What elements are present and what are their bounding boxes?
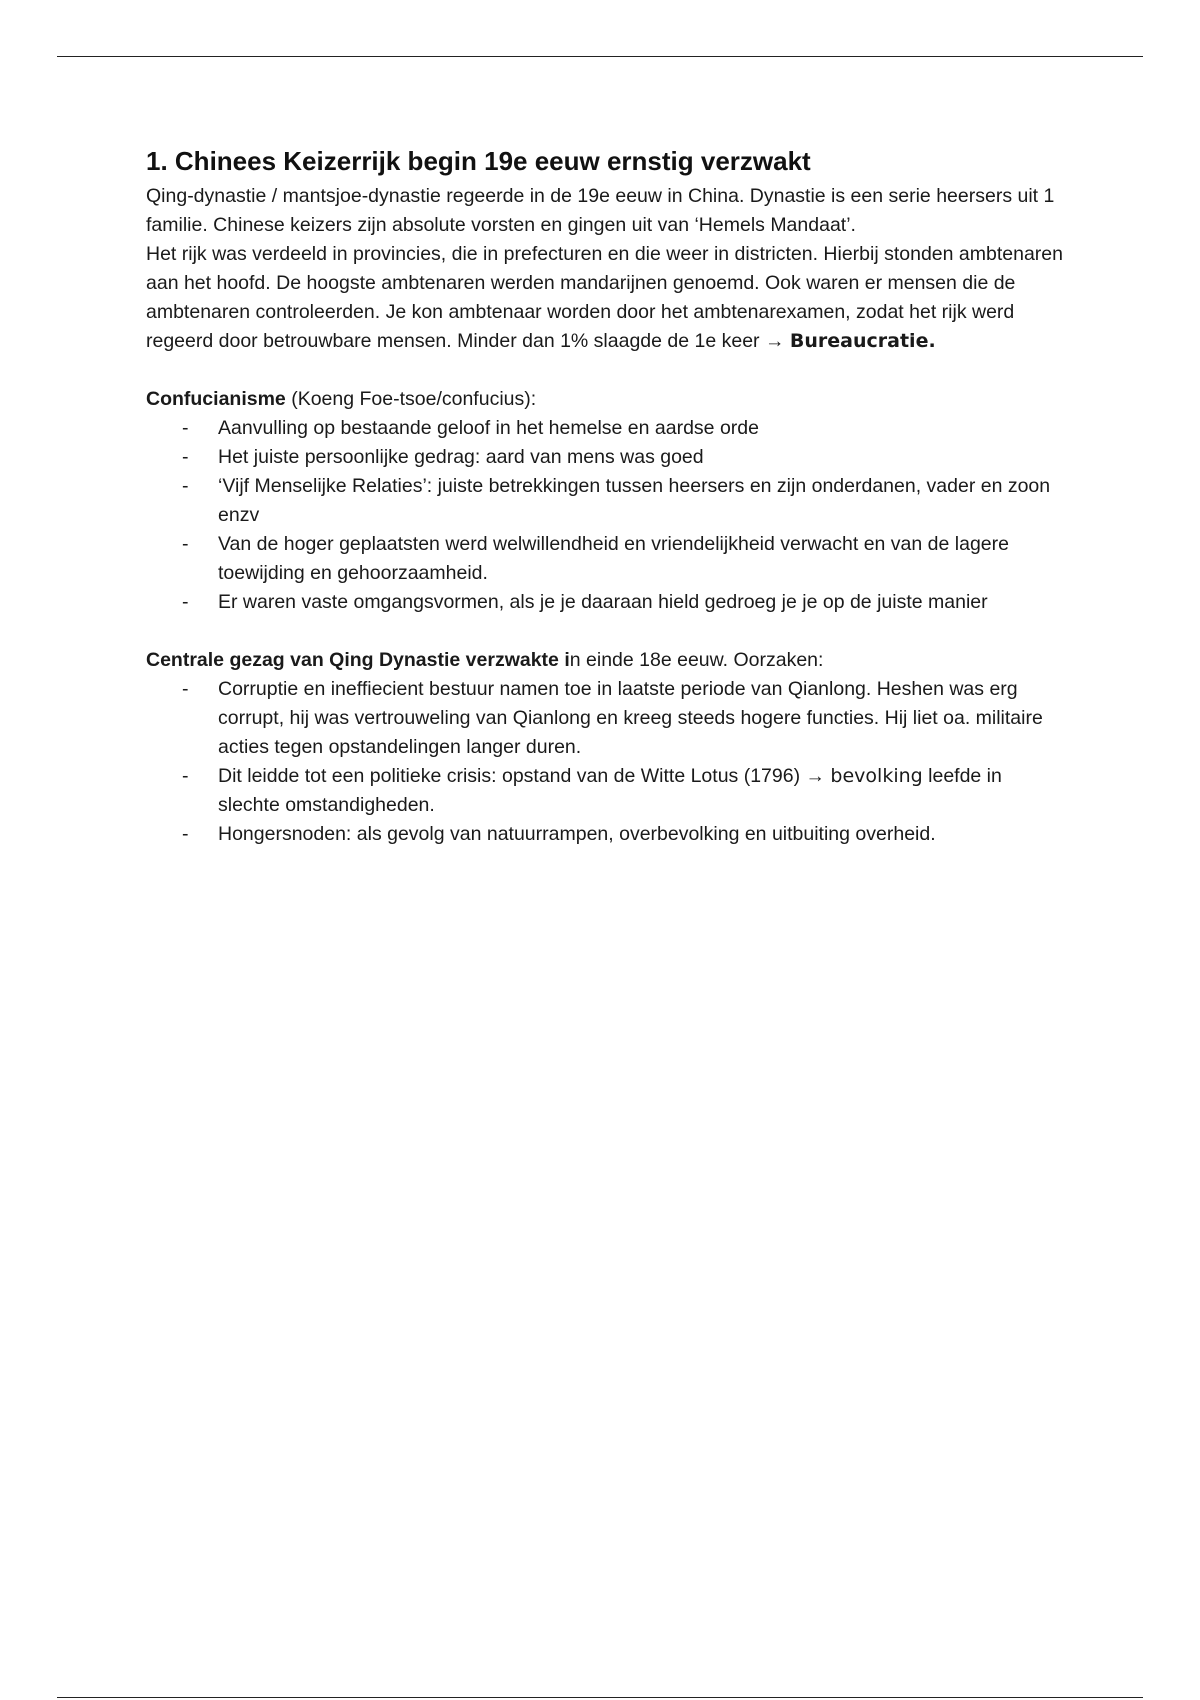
list-item [146, 820, 1066, 849]
dash-bullet: - [182, 823, 189, 845]
dash-bullet: - [182, 446, 189, 468]
list-item-text: Corruptie en ineffiecient bestuur namen toe in laatste periode van Qianlong. Heshen was erg corrupt, hij was vertrouweling van Qianlong en kreeg steeds hogere functies. Hij liet oa. militaire acties tegen opstandelingen langer duren. [218, 678, 1043, 758]
confucianism-heading-bold: Confucianisme [146, 388, 286, 410]
list-item [146, 472, 1066, 530]
confucianism-heading-rest: (Koeng Foe-tsoe/confucius): [285, 388, 537, 410]
list-item [146, 414, 1066, 443]
qing-decline-list [146, 675, 1066, 849]
arrow-glyph: → [764, 330, 790, 352]
dash-bullet: - [182, 417, 189, 439]
list-item-text-rest: leefde in slechte omstandigheden. [218, 765, 1002, 816]
bureaucratie-term: Bureaucratie. [789, 330, 936, 352]
intro-paragraph-1: Qing-dynastie / mantsjoe-dynastie regeerde in de 19e eeuw in China. Dynastie is een serie heersers uit 1 familie. Chinese keizers zijn absolute vorsten en gingen uit van ‘Hemels Mandaat’. [146, 185, 1055, 236]
paragraph-spacer [146, 617, 1066, 646]
footer-rule [57, 1697, 1143, 1698]
document-body [146, 144, 1066, 849]
list-item [146, 762, 1066, 820]
dash-bullet: - [182, 765, 189, 787]
header-rule [57, 56, 1143, 57]
dash-bullet: - [182, 678, 189, 700]
qing-decline-heading-rest: n einde 18e eeuw. Oorzaken: [569, 649, 824, 671]
arrow-glyph: → [805, 765, 831, 787]
qing-decline-heading [146, 646, 1066, 675]
paragraph-spacer [146, 356, 1066, 385]
list-item-text: Aanvulling op bestaande geloof in het hemelse en aardse orde [218, 417, 759, 439]
list-item-text: Dit leidde tot een politieke crisis: opstand van de Witte Lotus (1796) [218, 765, 806, 787]
dash-bullet: - [182, 591, 189, 613]
page-title: 1. Chinees Keizerrijk begin 19e eeuw ernstig verzwakt [146, 146, 811, 176]
dash-bullet: - [182, 475, 189, 497]
list-item-text: ‘Vijf Menselijke Relaties’: juiste betrekkingen tussen heersers en zijn onderdanen, vader en zoon enzv [218, 475, 1051, 526]
list-item [146, 443, 1066, 472]
list-item-text: Hongersnoden: als gevolg van natuurrampen, overbevolking en uitbuiting overheid. [218, 823, 936, 845]
bevolking-word: bevolking [830, 765, 923, 787]
list-item [146, 530, 1066, 588]
list-item [146, 675, 1066, 762]
list-item-text: Het juiste persoonlijke gedrag: aard van mens was goed [218, 446, 704, 468]
intro-paragraph-2-text: Het rijk was verdeeld in provincies, die in prefecturen en die weer in districten. Hierbij stonden ambtenaren aan het hoofd. De hoogste ambtenaren werden mandarijnen genoemd. Ook waren er mensen die de ambtenaren controleerden. Je kon ambtenaar worden door het ambtenarexamen, zodat het rijk werd regeerd door betrouwbare mensen. Minder dan 1% slaagde de 1e keer [146, 243, 1063, 352]
confucianism-list [146, 414, 1066, 617]
dash-bullet: - [182, 533, 189, 555]
intro-paragraph-2 [146, 240, 1066, 356]
list-item-text: Er waren vaste omgangsvormen, als je je daaraan hield gedroeg je je op de juiste manier [218, 591, 988, 613]
qing-decline-heading-bold: Centrale gezag van Qing Dynastie verzwakte i [146, 649, 570, 671]
confucianism-heading [146, 385, 1066, 414]
list-item-text: Van de hoger geplaatsten werd welwillendheid en vriendelijkheid verwacht en van de lagere toewijding en gehoorzaamheid. [218, 533, 1009, 584]
list-item [146, 588, 1066, 617]
